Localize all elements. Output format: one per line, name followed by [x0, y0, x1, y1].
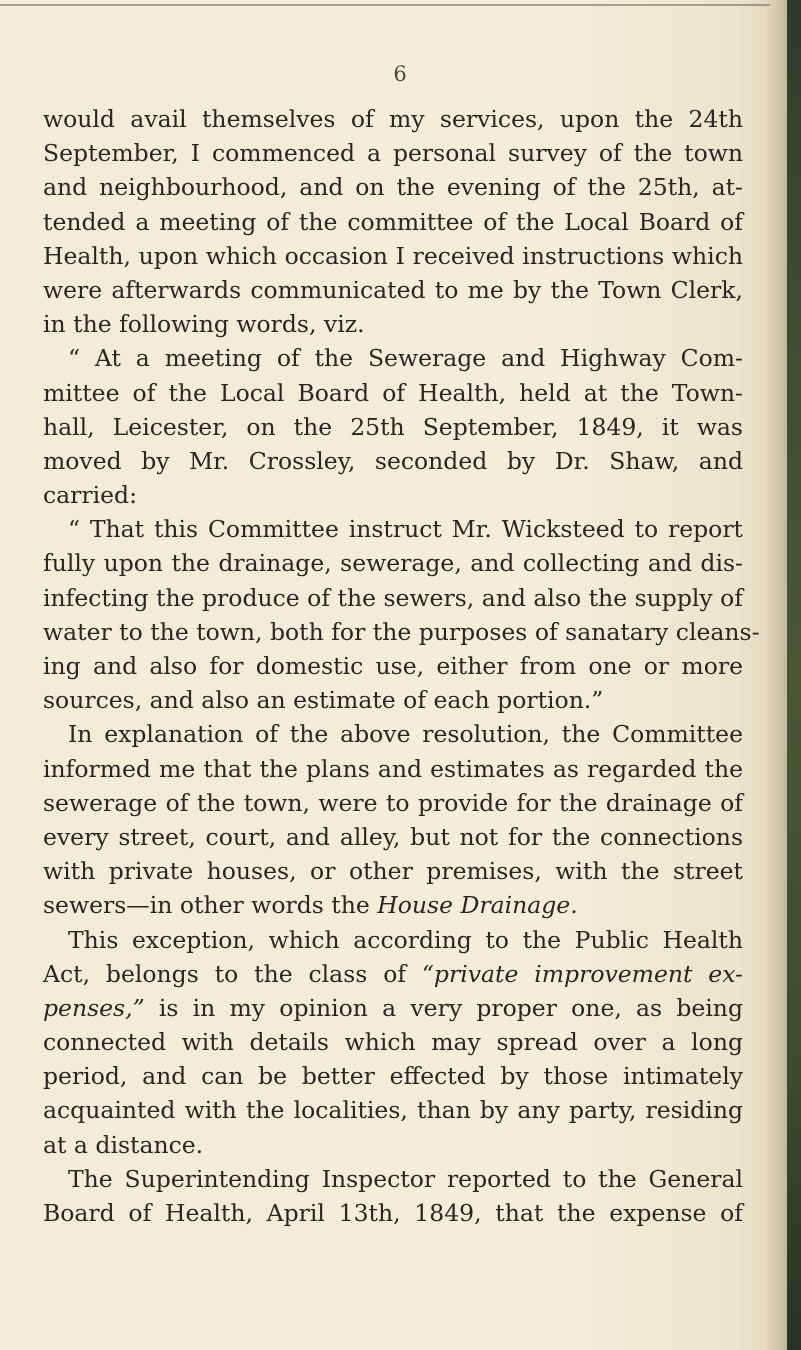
text-line	[43, 410, 743, 444]
text-line-segment: would avail themselves of my services, upon the 24th	[43, 105, 743, 133]
text-line-segment: is in my opinion a very proper one, as being	[144, 993, 743, 1022]
text-line	[43, 991, 743, 1025]
text-line	[43, 444, 743, 478]
text-line	[43, 1162, 743, 1196]
text-line	[43, 512, 743, 546]
text-line	[43, 478, 743, 512]
text-line-segment: connected with details which may spread over a long	[43, 1028, 743, 1057]
text-line-segment: Board of Health, April 13th, 1849, that the expense of	[43, 1199, 743, 1227]
text-line-segment: moved by Mr. Crossley, seconded by Dr. Shaw, and	[43, 446, 743, 475]
text-line	[43, 786, 743, 820]
text-line-segment: at a distance.	[43, 1130, 204, 1159]
text-line	[43, 205, 743, 239]
text-line-segment: This exception, which according to the Public Health	[68, 925, 743, 954]
text-line-segment: water to the town, both for the purposes of sanatary cleans-	[43, 617, 760, 646]
text-line	[43, 1196, 743, 1230]
text-line	[43, 820, 743, 854]
text-line-segment: September, I commenced a personal survey of the town	[43, 139, 743, 168]
text-line	[43, 615, 760, 649]
text-line-segment: tended a meeting of the committee of the Local Board of	[43, 207, 743, 236]
text-line	[43, 239, 743, 273]
text-line	[43, 1025, 743, 1059]
text-line-segment: were afterwards communicated to me by the Town Clerk,	[43, 275, 743, 304]
text-line-segment: “ That this Committee instruct Mr. Wicksteed to report	[68, 515, 743, 544]
text-line	[43, 649, 743, 683]
binding-edge	[787, 0, 801, 1350]
text-line	[43, 854, 743, 888]
italic-text-segment: “private improvement ex-	[421, 959, 743, 988]
page-edge-shadow	[765, 0, 787, 1350]
text-line-segment: The Superintending Inspector reported to the General	[68, 1164, 743, 1193]
italic-text-segment: House Drainage.	[377, 891, 578, 920]
text-line	[43, 957, 743, 991]
italic-text-segment: penses,”	[43, 993, 145, 1022]
text-line-segment: infecting the produce of the sewers, and also the supply of	[43, 583, 743, 612]
text-line-segment: informed me that the plans and estimates as regarded the	[43, 754, 743, 783]
text-line-segment: ing and also for domestic use, either from one or more	[43, 652, 743, 680]
text-line	[43, 581, 743, 615]
text-line-segment: in the following words, viz.	[43, 310, 365, 339]
text-line-segment: In explanation of the above resolution, the Committee	[68, 720, 743, 749]
text-line	[43, 136, 743, 170]
top-edge-rule	[0, 4, 770, 6]
text-line	[43, 546, 743, 580]
text-line-segment: Act, belongs to the class of	[43, 959, 422, 988]
text-line	[43, 683, 743, 717]
text-line-segment: “ At a meeting of the Sewerage and Highway Com-	[68, 344, 743, 373]
text-line-segment: every street, court, and alley, but not for the connections	[43, 822, 743, 851]
text-line	[43, 376, 743, 410]
body-text	[43, 102, 760, 1230]
text-line-segment: hall, Leicester, on the 25th September, 1849, it was	[43, 412, 743, 441]
text-line-segment: acquainted with the localities, than by any party, residing	[43, 1096, 743, 1125]
text-line	[43, 273, 743, 307]
text-line	[43, 102, 743, 136]
text-line	[43, 307, 743, 341]
text-line-segment: period, and can be better effected by those intimately	[43, 1062, 743, 1091]
text-line	[43, 752, 743, 786]
text-line-segment: sources, and also an estimate of each portion.”	[43, 686, 604, 715]
text-line	[43, 888, 743, 922]
text-line	[43, 923, 743, 957]
text-line-segment: Health, upon which occasion I received instructions which	[43, 241, 743, 270]
text-line-segment: and neighbourhood, and on the evening of the 25th, at-	[43, 173, 743, 202]
text-line	[43, 717, 743, 751]
text-line	[43, 1059, 743, 1093]
text-line	[43, 170, 743, 204]
text-line-segment: fully upon the drainage, sewerage, and collecting and dis-	[43, 549, 743, 578]
text-line-segment: mittee of the Local Board of Health, held at the Town-	[43, 378, 743, 407]
text-line	[43, 1128, 743, 1162]
text-line-segment: with private houses, or other premises, with the street	[43, 857, 743, 886]
text-line-segment: carried:	[43, 481, 138, 510]
text-line-segment: sewerage of the town, were to provide for the drainage of	[43, 788, 743, 817]
page-number: 6	[393, 62, 407, 86]
text-line	[43, 341, 743, 375]
text-line-segment: sewers—in other words the	[43, 891, 378, 920]
text-line	[43, 1093, 743, 1127]
